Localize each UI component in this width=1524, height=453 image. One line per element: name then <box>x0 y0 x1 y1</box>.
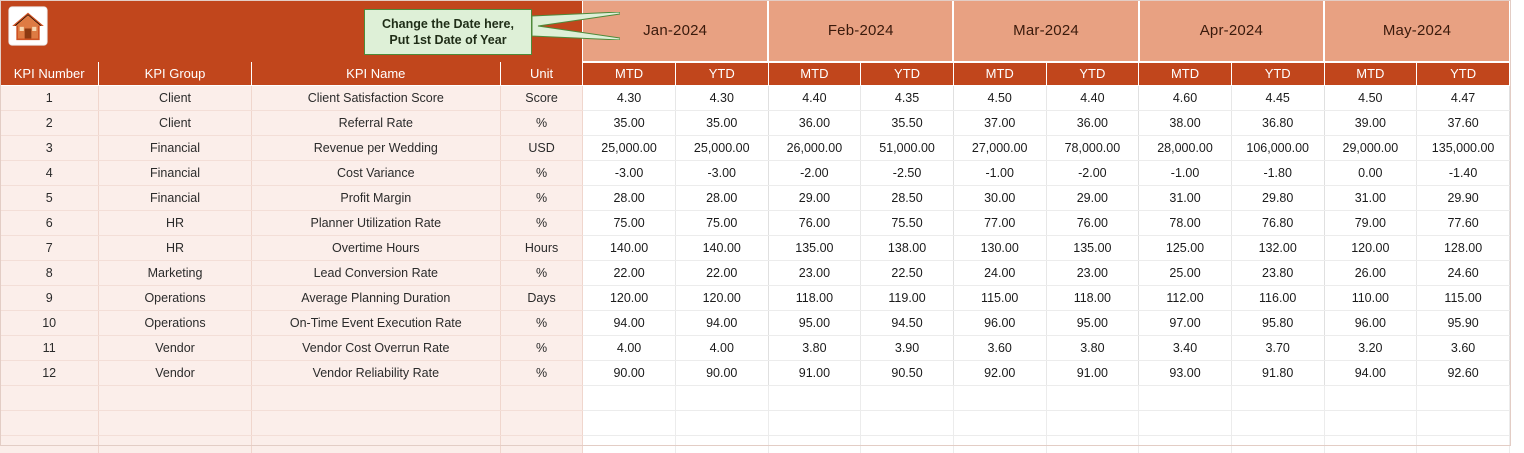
blank-value-cell <box>1324 410 1417 435</box>
table-row <box>0 285 1510 310</box>
value-cell-jan-2024-mtd: 4.00 <box>583 335 676 360</box>
kpi-group-cell: HR <box>99 235 251 260</box>
value-cell-may-2024-ytd: 29.90 <box>1417 185 1510 210</box>
value-cell-apr-2024-mtd: 25.00 <box>1139 260 1232 285</box>
column-header-jan-ytd: YTD <box>675 62 768 85</box>
month-header-apr: Apr-2024 <box>1139 0 1324 62</box>
value-cell-may-2024-mtd: 120.00 <box>1324 235 1417 260</box>
value-cell-feb-2024-mtd: 76.00 <box>768 210 861 235</box>
column-header-feb-ytd: YTD <box>861 62 954 85</box>
value-cell-may-2024-mtd: 4.50 <box>1324 85 1417 110</box>
value-cell-apr-2024-mtd: 28,000.00 <box>1139 135 1232 160</box>
kpi-name-cell: Referral Rate <box>251 110 500 135</box>
value-cell-mar-2024-mtd: 4.50 <box>953 85 1046 110</box>
value-cell-jan-2024-ytd: 28.00 <box>675 185 768 210</box>
kpi-number-cell: 6 <box>0 210 99 235</box>
value-cell-mar-2024-mtd: 92.00 <box>953 360 1046 385</box>
value-cell-feb-2024-mtd: 36.00 <box>768 110 861 135</box>
blank-value-cell <box>1417 435 1510 453</box>
blank-dim-cell <box>0 435 99 453</box>
value-cell-apr-2024-ytd: 91.80 <box>1231 360 1324 385</box>
blank-value-cell <box>675 410 768 435</box>
value-cell-mar-2024-ytd: 135.00 <box>1046 235 1139 260</box>
value-cell-jan-2024-mtd: 90.00 <box>583 360 676 385</box>
value-cell-apr-2024-mtd: 93.00 <box>1139 360 1232 385</box>
kpi-name-cell: Lead Conversion Rate <box>251 260 500 285</box>
value-cell-may-2024-mtd: 29,000.00 <box>1324 135 1417 160</box>
value-cell-apr-2024-mtd: -1.00 <box>1139 160 1232 185</box>
kpi-number-cell: 5 <box>0 185 99 210</box>
blank-value-cell <box>1139 385 1232 410</box>
kpi-group-cell: Marketing <box>99 260 251 285</box>
value-cell-may-2024-ytd: 37.60 <box>1417 110 1510 135</box>
value-cell-apr-2024-mtd: 125.00 <box>1139 235 1232 260</box>
blank-value-cell <box>1324 385 1417 410</box>
value-cell-feb-2024-ytd: 51,000.00 <box>861 135 954 160</box>
value-cell-may-2024-mtd: 39.00 <box>1324 110 1417 135</box>
blank-value-cell <box>1417 410 1510 435</box>
blank-value-cell <box>1231 385 1324 410</box>
value-cell-may-2024-mtd: 0.00 <box>1324 160 1417 185</box>
kpi-name-cell: Cost Variance <box>251 160 500 185</box>
value-cell-mar-2024-mtd: -1.00 <box>953 160 1046 185</box>
value-cell-may-2024-ytd: 128.00 <box>1417 235 1510 260</box>
blank-value-cell <box>1046 435 1139 453</box>
kpi-number-cell: 3 <box>0 135 99 160</box>
column-header-kpi-name: KPI Name <box>251 62 500 85</box>
unit-cell: % <box>500 110 582 135</box>
value-cell-feb-2024-ytd: 119.00 <box>861 285 954 310</box>
blank-dim-cell <box>99 385 251 410</box>
kpi-group-cell: Operations <box>99 310 251 335</box>
table-row <box>0 185 1510 210</box>
table-row-blank <box>0 385 1510 410</box>
blank-value-cell <box>861 385 954 410</box>
value-cell-mar-2024-ytd: 95.00 <box>1046 310 1139 335</box>
unit-cell: % <box>500 260 582 285</box>
banner-left <box>0 0 583 62</box>
column-header-jan-mtd: MTD <box>583 62 676 85</box>
value-cell-apr-2024-mtd: 3.40 <box>1139 335 1232 360</box>
table-row <box>0 160 1510 185</box>
table-row <box>0 360 1510 385</box>
kpi-number-cell: 1 <box>0 85 99 110</box>
blank-dim-cell <box>251 435 500 453</box>
value-cell-feb-2024-mtd: 4.40 <box>768 85 861 110</box>
value-cell-feb-2024-ytd: 75.50 <box>861 210 954 235</box>
table-row <box>0 310 1510 335</box>
value-cell-apr-2024-ytd: 23.80 <box>1231 260 1324 285</box>
unit-cell: USD <box>500 135 582 160</box>
blank-value-cell <box>583 410 676 435</box>
value-cell-mar-2024-ytd: 29.00 <box>1046 185 1139 210</box>
value-cell-mar-2024-ytd: 3.80 <box>1046 335 1139 360</box>
blank-dim-cell <box>251 385 500 410</box>
value-cell-feb-2024-mtd: 91.00 <box>768 360 861 385</box>
unit-cell: Score <box>500 85 582 110</box>
value-cell-apr-2024-ytd: -1.80 <box>1231 160 1324 185</box>
value-cell-feb-2024-ytd: 28.50 <box>861 185 954 210</box>
blank-value-cell <box>675 385 768 410</box>
value-cell-jan-2024-ytd: 75.00 <box>675 210 768 235</box>
value-cell-may-2024-mtd: 96.00 <box>1324 310 1417 335</box>
blank-value-cell <box>1231 435 1324 453</box>
unit-cell: Hours <box>500 235 582 260</box>
blank-value-cell <box>1046 410 1139 435</box>
unit-cell: % <box>500 310 582 335</box>
value-cell-mar-2024-ytd: 4.40 <box>1046 85 1139 110</box>
callout-line-1: Change the Date here, <box>382 17 514 31</box>
value-cell-mar-2024-mtd: 96.00 <box>953 310 1046 335</box>
value-cell-apr-2024-mtd: 78.00 <box>1139 210 1232 235</box>
value-cell-jan-2024-mtd: 140.00 <box>583 235 676 260</box>
blank-value-cell <box>953 385 1046 410</box>
value-cell-mar-2024-mtd: 24.00 <box>953 260 1046 285</box>
table-row <box>0 210 1510 235</box>
value-cell-mar-2024-mtd: 27,000.00 <box>953 135 1046 160</box>
value-cell-mar-2024-mtd: 37.00 <box>953 110 1046 135</box>
kpi-number-cell: 4 <box>0 160 99 185</box>
value-cell-apr-2024-ytd: 132.00 <box>1231 235 1324 260</box>
value-cell-jan-2024-ytd: 25,000.00 <box>675 135 768 160</box>
value-cell-feb-2024-ytd: 4.35 <box>861 85 954 110</box>
kpi-name-cell: Vendor Cost Overrun Rate <box>251 335 500 360</box>
column-header-mar-mtd: MTD <box>953 62 1046 85</box>
value-cell-feb-2024-ytd: -2.50 <box>861 160 954 185</box>
blank-value-cell <box>583 435 676 453</box>
value-cell-jan-2024-mtd: 28.00 <box>583 185 676 210</box>
blank-value-cell <box>768 435 861 453</box>
month-header-feb: Feb-2024 <box>768 0 953 62</box>
kpi-group-cell: Client <box>99 85 251 110</box>
blank-dim-cell <box>0 385 99 410</box>
value-cell-feb-2024-ytd: 90.50 <box>861 360 954 385</box>
blank-value-cell <box>953 410 1046 435</box>
column-header-apr-ytd: YTD <box>1231 62 1324 85</box>
value-cell-mar-2024-mtd: 115.00 <box>953 285 1046 310</box>
value-cell-jan-2024-mtd: 22.00 <box>583 260 676 285</box>
kpi-name-cell: Overtime Hours <box>251 235 500 260</box>
value-cell-apr-2024-ytd: 95.80 <box>1231 310 1324 335</box>
month-header-mar: Mar-2024 <box>953 0 1138 62</box>
table-row <box>0 235 1510 260</box>
value-cell-may-2024-mtd: 26.00 <box>1324 260 1417 285</box>
table-row-blank <box>0 435 1510 453</box>
kpi-name-cell: On-Time Event Execution Rate <box>251 310 500 335</box>
column-header-may-ytd: YTD <box>1417 62 1510 85</box>
kpi-number-cell: 2 <box>0 110 99 135</box>
value-cell-feb-2024-ytd: 35.50 <box>861 110 954 135</box>
callout-line-2: Put 1st Date of Year <box>389 33 507 47</box>
value-cell-feb-2024-mtd: 26,000.00 <box>768 135 861 160</box>
kpi-group-cell: Operations <box>99 285 251 310</box>
value-cell-jan-2024-ytd: 140.00 <box>675 235 768 260</box>
blank-value-cell <box>1231 410 1324 435</box>
value-cell-mar-2024-ytd: 118.00 <box>1046 285 1139 310</box>
blank-value-cell <box>1417 385 1510 410</box>
value-cell-feb-2024-mtd: 29.00 <box>768 185 861 210</box>
value-cell-may-2024-ytd: -1.40 <box>1417 160 1510 185</box>
value-cell-may-2024-ytd: 24.60 <box>1417 260 1510 285</box>
value-cell-feb-2024-ytd: 22.50 <box>861 260 954 285</box>
value-cell-jan-2024-mtd: 25,000.00 <box>583 135 676 160</box>
value-cell-apr-2024-mtd: 112.00 <box>1139 285 1232 310</box>
value-cell-mar-2024-ytd: 76.00 <box>1046 210 1139 235</box>
month-header-jan: Jan-2024 <box>583 0 768 62</box>
blank-dim-cell <box>99 410 251 435</box>
value-cell-mar-2024-ytd: 78,000.00 <box>1046 135 1139 160</box>
home-icon[interactable] <box>8 6 48 46</box>
value-cell-apr-2024-mtd: 97.00 <box>1139 310 1232 335</box>
kpi-number-cell: 10 <box>0 310 99 335</box>
table-row <box>0 135 1510 160</box>
value-cell-jan-2024-ytd: 90.00 <box>675 360 768 385</box>
value-cell-feb-2024-mtd: 23.00 <box>768 260 861 285</box>
table-row <box>0 260 1510 285</box>
value-cell-apr-2024-mtd: 4.60 <box>1139 85 1232 110</box>
value-cell-apr-2024-mtd: 38.00 <box>1139 110 1232 135</box>
column-header-unit: Unit <box>500 62 582 85</box>
blank-dim-cell <box>500 385 582 410</box>
blank-dim-cell <box>500 435 582 453</box>
value-cell-jan-2024-mtd: 35.00 <box>583 110 676 135</box>
value-cell-may-2024-mtd: 79.00 <box>1324 210 1417 235</box>
kpi-number-cell: 11 <box>0 335 99 360</box>
column-header-apr-mtd: MTD <box>1139 62 1232 85</box>
month-header-may: May-2024 <box>1324 0 1509 62</box>
blank-value-cell <box>768 385 861 410</box>
value-cell-apr-2024-mtd: 31.00 <box>1139 185 1232 210</box>
kpi-data-body <box>0 85 1510 453</box>
value-cell-apr-2024-ytd: 3.70 <box>1231 335 1324 360</box>
blank-value-cell <box>768 410 861 435</box>
kpi-number-cell: 7 <box>0 235 99 260</box>
unit-cell: % <box>500 210 582 235</box>
value-cell-may-2024-mtd: 110.00 <box>1324 285 1417 310</box>
column-header-kpi-number: KPI Number <box>0 62 99 85</box>
value-cell-jan-2024-ytd: 4.00 <box>675 335 768 360</box>
kpi-name-cell: Vendor Reliability Rate <box>251 360 500 385</box>
column-header-feb-mtd: MTD <box>768 62 861 85</box>
value-cell-apr-2024-ytd: 4.45 <box>1231 85 1324 110</box>
column-header-row <box>0 62 1510 85</box>
value-cell-jan-2024-mtd: 120.00 <box>583 285 676 310</box>
value-cell-mar-2024-ytd: 23.00 <box>1046 260 1139 285</box>
kpi-group-cell: Financial <box>99 185 251 210</box>
value-cell-feb-2024-mtd: 118.00 <box>768 285 861 310</box>
value-cell-may-2024-ytd: 115.00 <box>1417 285 1510 310</box>
kpi-group-cell: Financial <box>99 160 251 185</box>
value-cell-mar-2024-mtd: 130.00 <box>953 235 1046 260</box>
blank-dim-cell <box>251 410 500 435</box>
value-cell-feb-2024-ytd: 138.00 <box>861 235 954 260</box>
value-cell-feb-2024-mtd: 95.00 <box>768 310 861 335</box>
value-cell-may-2024-mtd: 31.00 <box>1324 185 1417 210</box>
value-cell-feb-2024-mtd: 135.00 <box>768 235 861 260</box>
table-row <box>0 335 1510 360</box>
blank-value-cell <box>953 435 1046 453</box>
kpi-group-cell: Vendor <box>99 335 251 360</box>
value-cell-may-2024-ytd: 4.47 <box>1417 85 1510 110</box>
kpi-name-cell: Average Planning Duration <box>251 285 500 310</box>
column-header-may-mtd: MTD <box>1324 62 1417 85</box>
blank-value-cell <box>675 435 768 453</box>
value-cell-may-2024-mtd: 3.20 <box>1324 335 1417 360</box>
unit-cell: % <box>500 360 582 385</box>
blank-value-cell <box>861 435 954 453</box>
value-cell-may-2024-ytd: 135,000.00 <box>1417 135 1510 160</box>
kpi-number-cell: 9 <box>0 285 99 310</box>
value-cell-jan-2024-ytd: 94.00 <box>675 310 768 335</box>
kpi-group-cell: HR <box>99 210 251 235</box>
unit-cell: Days <box>500 285 582 310</box>
month-header-row <box>0 0 1510 62</box>
blank-value-cell <box>1139 435 1232 453</box>
kpi-name-cell: Revenue per Wedding <box>251 135 500 160</box>
value-cell-apr-2024-ytd: 36.80 <box>1231 110 1324 135</box>
blank-dim-cell <box>0 410 99 435</box>
value-cell-jan-2024-mtd: 94.00 <box>583 310 676 335</box>
value-cell-mar-2024-mtd: 30.00 <box>953 185 1046 210</box>
value-cell-mar-2024-ytd: 36.00 <box>1046 110 1139 135</box>
blank-dim-cell <box>500 410 582 435</box>
value-cell-apr-2024-ytd: 76.80 <box>1231 210 1324 235</box>
kpi-name-cell: Planner Utilization Rate <box>251 210 500 235</box>
value-cell-mar-2024-mtd: 77.00 <box>953 210 1046 235</box>
unit-cell: % <box>500 335 582 360</box>
value-cell-may-2024-ytd: 77.60 <box>1417 210 1510 235</box>
value-cell-feb-2024-ytd: 3.90 <box>861 335 954 360</box>
value-cell-apr-2024-ytd: 29.80 <box>1231 185 1324 210</box>
value-cell-may-2024-mtd: 94.00 <box>1324 360 1417 385</box>
value-cell-feb-2024-ytd: 94.50 <box>861 310 954 335</box>
value-cell-may-2024-ytd: 3.60 <box>1417 335 1510 360</box>
table-row <box>0 85 1510 110</box>
blank-value-cell <box>1324 435 1417 453</box>
unit-cell: % <box>500 160 582 185</box>
value-cell-jan-2024-ytd: 22.00 <box>675 260 768 285</box>
kpi-name-cell: Client Satisfaction Score <box>251 85 500 110</box>
column-header-kpi-group: KPI Group <box>99 62 251 85</box>
value-cell-jan-2024-mtd: -3.00 <box>583 160 676 185</box>
blank-dim-cell <box>99 435 251 453</box>
kpi-number-cell: 12 <box>0 360 99 385</box>
kpi-group-cell: Vendor <box>99 360 251 385</box>
value-cell-mar-2024-ytd: -2.00 <box>1046 160 1139 185</box>
value-cell-jan-2024-ytd: 35.00 <box>675 110 768 135</box>
value-cell-apr-2024-ytd: 116.00 <box>1231 285 1324 310</box>
value-cell-jan-2024-ytd: -3.00 <box>675 160 768 185</box>
value-cell-jan-2024-ytd: 120.00 <box>675 285 768 310</box>
value-cell-jan-2024-ytd: 4.30 <box>675 85 768 110</box>
blank-value-cell <box>583 385 676 410</box>
table-row <box>0 110 1510 135</box>
value-cell-mar-2024-ytd: 91.00 <box>1046 360 1139 385</box>
kpi-name-cell: Profit Margin <box>251 185 500 210</box>
kpi-group-cell: Financial <box>99 135 251 160</box>
blank-value-cell <box>861 410 954 435</box>
kpi-group-cell: Client <box>99 110 251 135</box>
blank-value-cell <box>1046 385 1139 410</box>
value-cell-jan-2024-mtd: 75.00 <box>583 210 676 235</box>
unit-cell: % <box>500 185 582 210</box>
blank-value-cell <box>1139 410 1232 435</box>
value-cell-mar-2024-mtd: 3.60 <box>953 335 1046 360</box>
value-cell-apr-2024-ytd: 106,000.00 <box>1231 135 1324 160</box>
value-cell-may-2024-ytd: 92.60 <box>1417 360 1510 385</box>
table-row-blank <box>0 410 1510 435</box>
column-header-mar-ytd: YTD <box>1046 62 1139 85</box>
value-cell-may-2024-ytd: 95.90 <box>1417 310 1510 335</box>
value-cell-jan-2024-mtd: 4.30 <box>583 85 676 110</box>
value-cell-feb-2024-mtd: -2.00 <box>768 160 861 185</box>
value-cell-feb-2024-mtd: 3.80 <box>768 335 861 360</box>
kpi-number-cell: 8 <box>0 260 99 285</box>
